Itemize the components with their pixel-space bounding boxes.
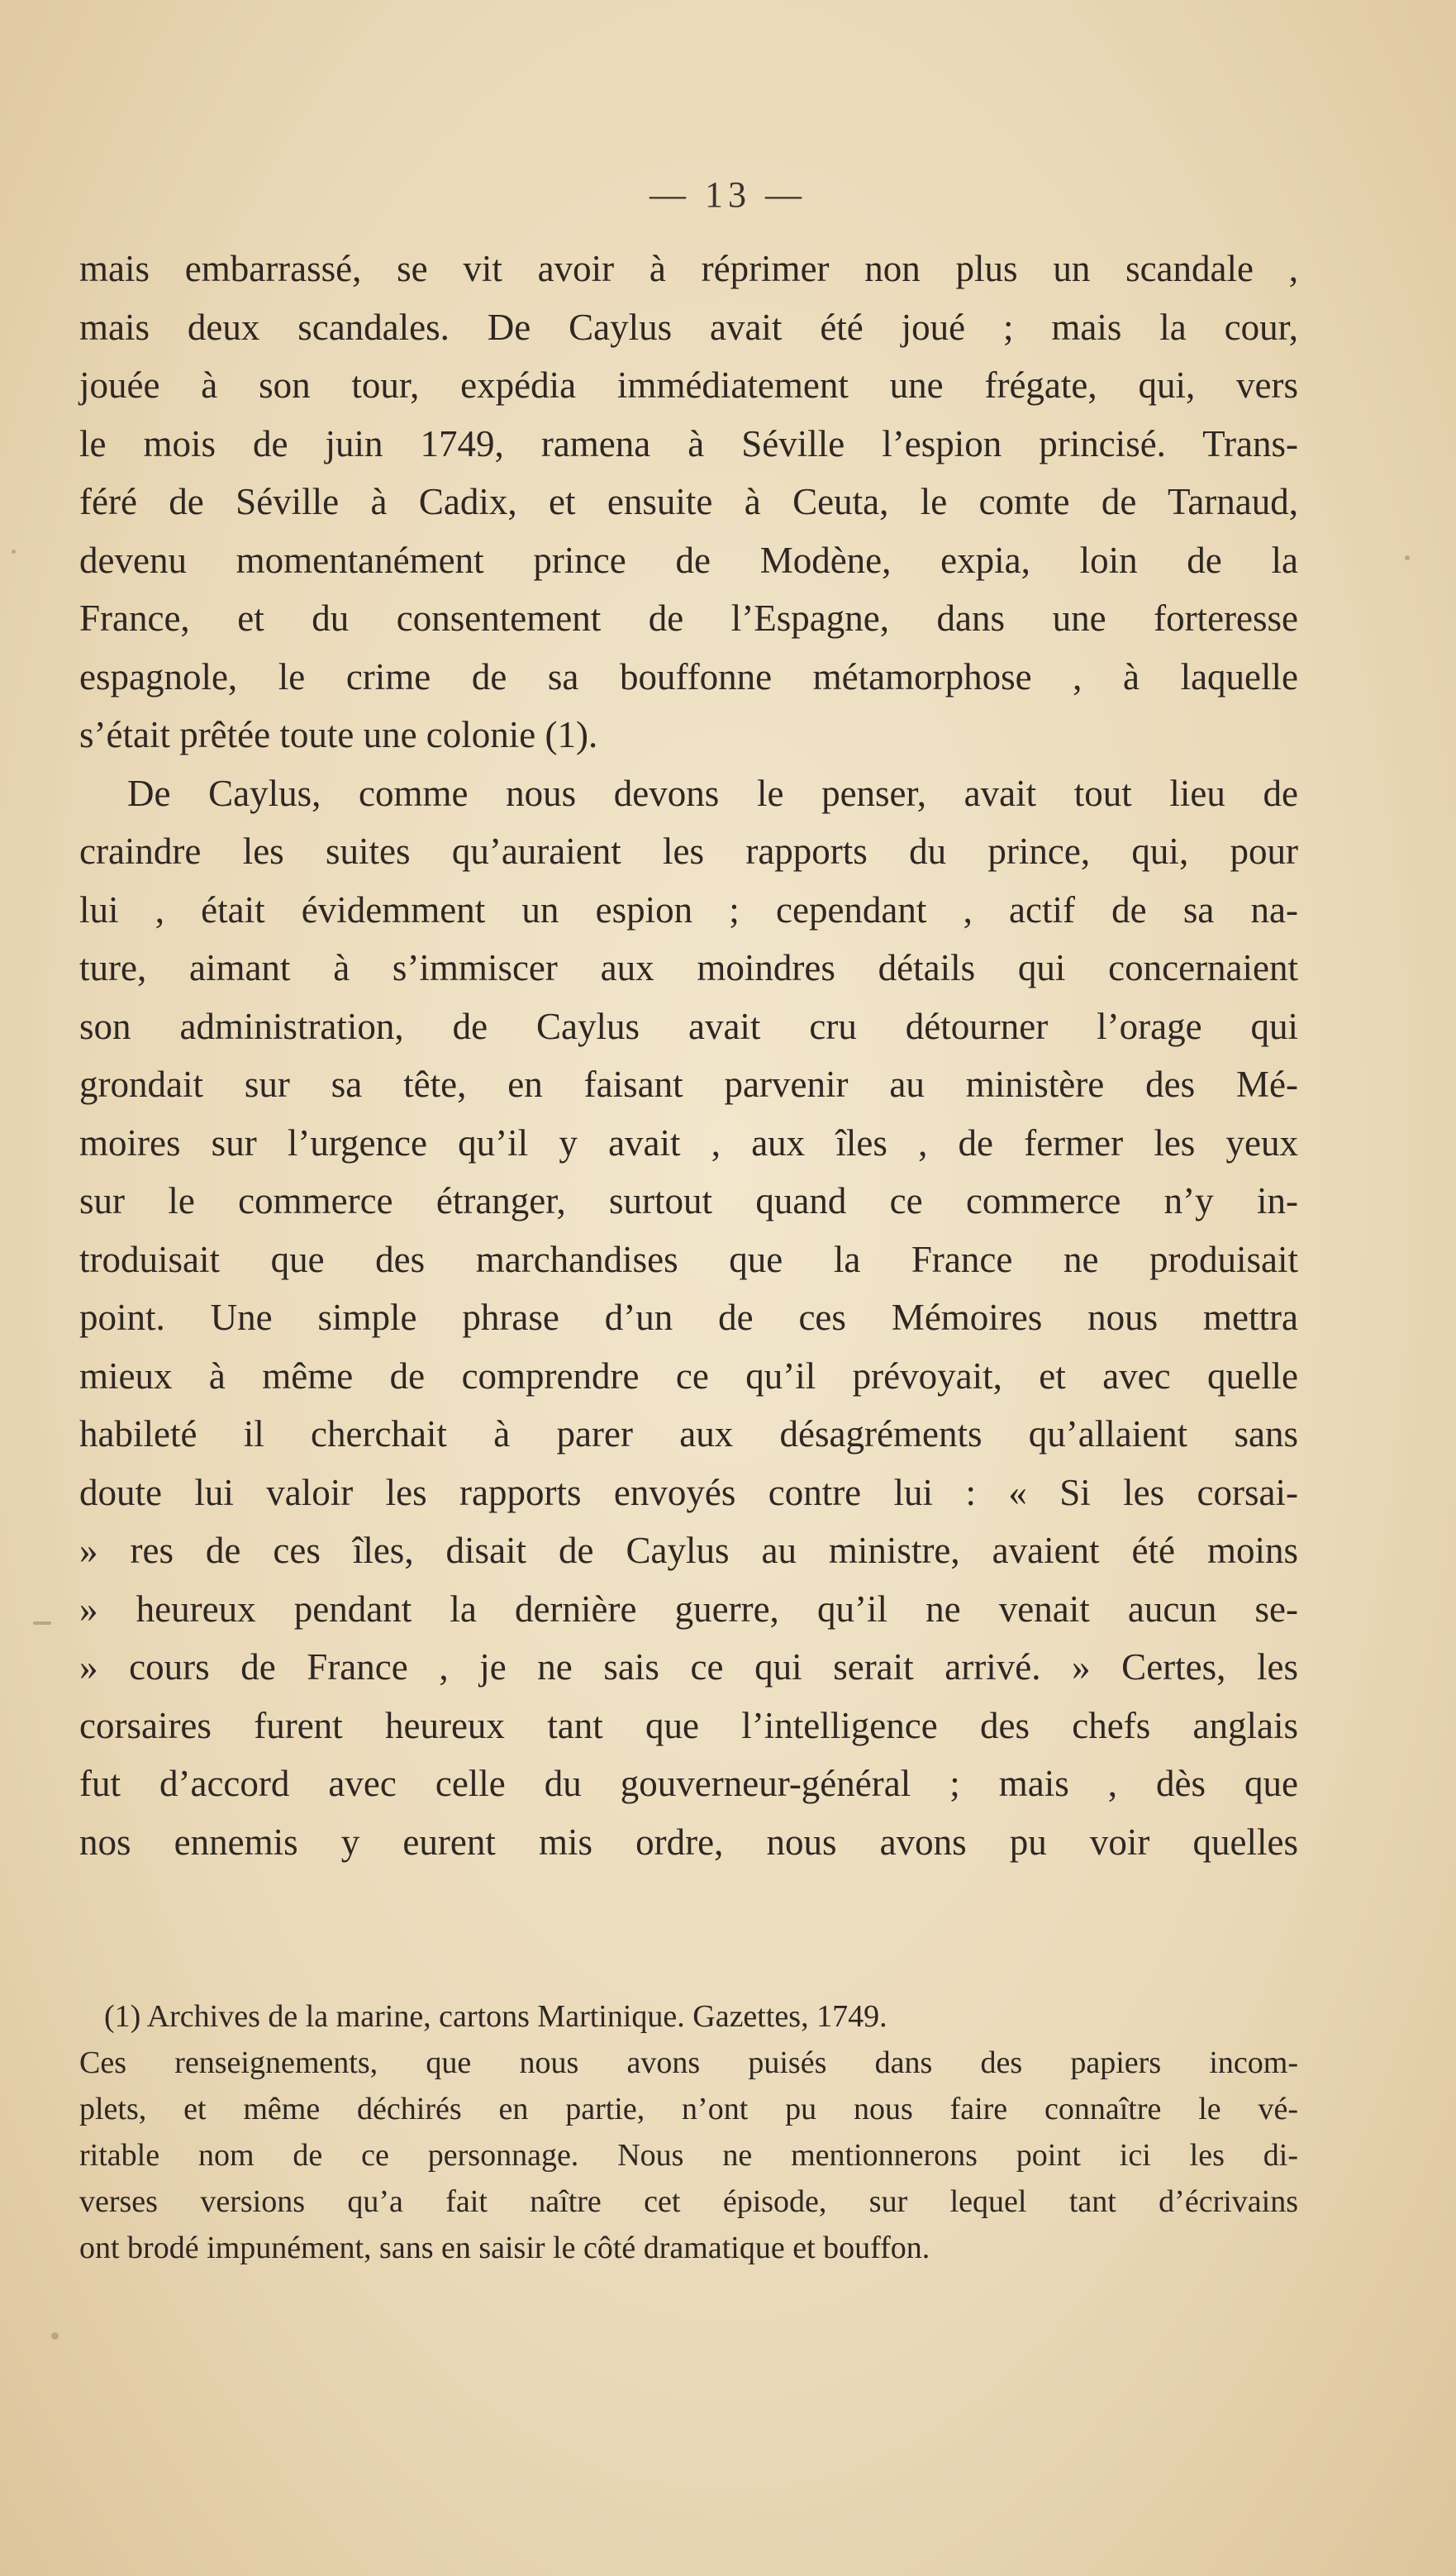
text-line: le mois de juin 1749, ramena à Séville l’espion princisé. Trans- <box>79 422 1298 464</box>
footnotes <box>79 1993 1298 2271</box>
text-line: s’était prêtée toute une colonie (1). <box>79 714 598 755</box>
text-line: ture, aimant à s’immiscer aux moindres détails qui concernaient <box>79 947 1298 988</box>
footnote-line: plets, et même déchirés en partie, n’ont pu nous faire connaître le vé- <box>79 2092 1298 2126</box>
page-number: — 13 — <box>649 174 807 215</box>
text-line: nos ennemis y eurent mis ordre, nous avons pu voir quelles <box>79 1821 1298 1863</box>
footnote-line: verses versions qu’a fait naître cet épisode, sur lequel tant d’écrivains <box>79 2184 1298 2219</box>
text-line: doute lui valoir les rapports envoyés contre lui : « Si les corsai- <box>79 1471 1298 1513</box>
body-text <box>79 240 1298 1871</box>
text-line: sur le commerce étranger, surtout quand ce commerce n’y in- <box>79 1180 1298 1221</box>
text-line: point. Une simple phrase d’un de ces Mémoires nous mettra <box>79 1297 1298 1338</box>
text-line: troduisait que des marchandises que la France ne produisait <box>79 1238 1298 1280</box>
text-line: corsaires furent heureux tant que l’intelligence des chefs anglais <box>79 1704 1298 1746</box>
footnote-line: Ces renseignements, que nous avons puisés dans des papiers incom- <box>79 2045 1298 2080</box>
footnote-line: (1) Archives de la marine, cartons Martinique. Gazettes, 1749. <box>104 1999 887 2034</box>
footnote-line: ritable nom de ce personnage. Nous ne mentionnerons point ici les di- <box>79 2138 1298 2173</box>
text-line: devenu momentanément prince de Modène, expia, loin de la <box>79 539 1298 581</box>
footnote-line: ont brodé impunément, sans en saisir le côté dramatique et bouffon. <box>79 2231 930 2265</box>
text-line: mais deux scandales. De Caylus avait été joué ; mais la cour, <box>79 306 1298 348</box>
text-line: France, et du consentement de l’Espagne, dans une forteresse <box>79 598 1298 639</box>
text-line: son administration, de Caylus avait cru détourner l’orage qui <box>79 1005 1298 1047</box>
text-line: espagnole, le crime de sa bouffonne métamorphose , à laquelle <box>79 655 1298 698</box>
text-line: De Caylus, comme nous devons le penser, avait tout lieu de <box>127 772 1298 814</box>
text-line: » cours de France , je ne sais ce qui serait arrivé. » Certes, les <box>79 1646 1298 1688</box>
text-line: » res de ces îles, disait de Caylus au ministre, avaient été moins <box>79 1530 1298 1571</box>
text-line: craindre les suites qu’auraient les rapports du prince, qui, pour <box>79 831 1298 872</box>
paper-speck <box>12 550 16 554</box>
text-line: lui , était évidemment un espion ; cependant , actif de sa na- <box>79 888 1298 931</box>
text-line: féré de Séville à Cadix, et ensuite à Ceuta, le comte de Tarnaud, <box>79 481 1298 522</box>
text-line: mieux à même de comprendre ce qu’il prévoyait, et avec quelle <box>79 1355 1298 1397</box>
text-line: moires sur l’urgence qu’il y avait , aux îles , de fermer les yeux <box>79 1121 1298 1164</box>
text-line: mais embarrassé, se vit avoir à réprimer non plus un scandale , <box>79 248 1298 289</box>
text-line: grondait sur sa tête, en faisant parvenir au ministère des Mé- <box>79 1064 1298 1105</box>
paper-speck <box>51 2332 59 2340</box>
text-line: habileté il cherchait à parer aux désagréments qu’allaient sans <box>79 1413 1298 1455</box>
paper-speck <box>1405 555 1410 560</box>
text-line: fut d’accord avec celle du gouverneur-général ; mais , dès que <box>79 1763 1298 1804</box>
text-line: » heureux pendant la dernière guerre, qu’il ne venait aucun se- <box>79 1588 1298 1630</box>
paper-speck <box>33 1621 51 1625</box>
text-line: jouée à son tour, expédia immédiatement une frégate, qui, vers <box>79 364 1298 406</box>
